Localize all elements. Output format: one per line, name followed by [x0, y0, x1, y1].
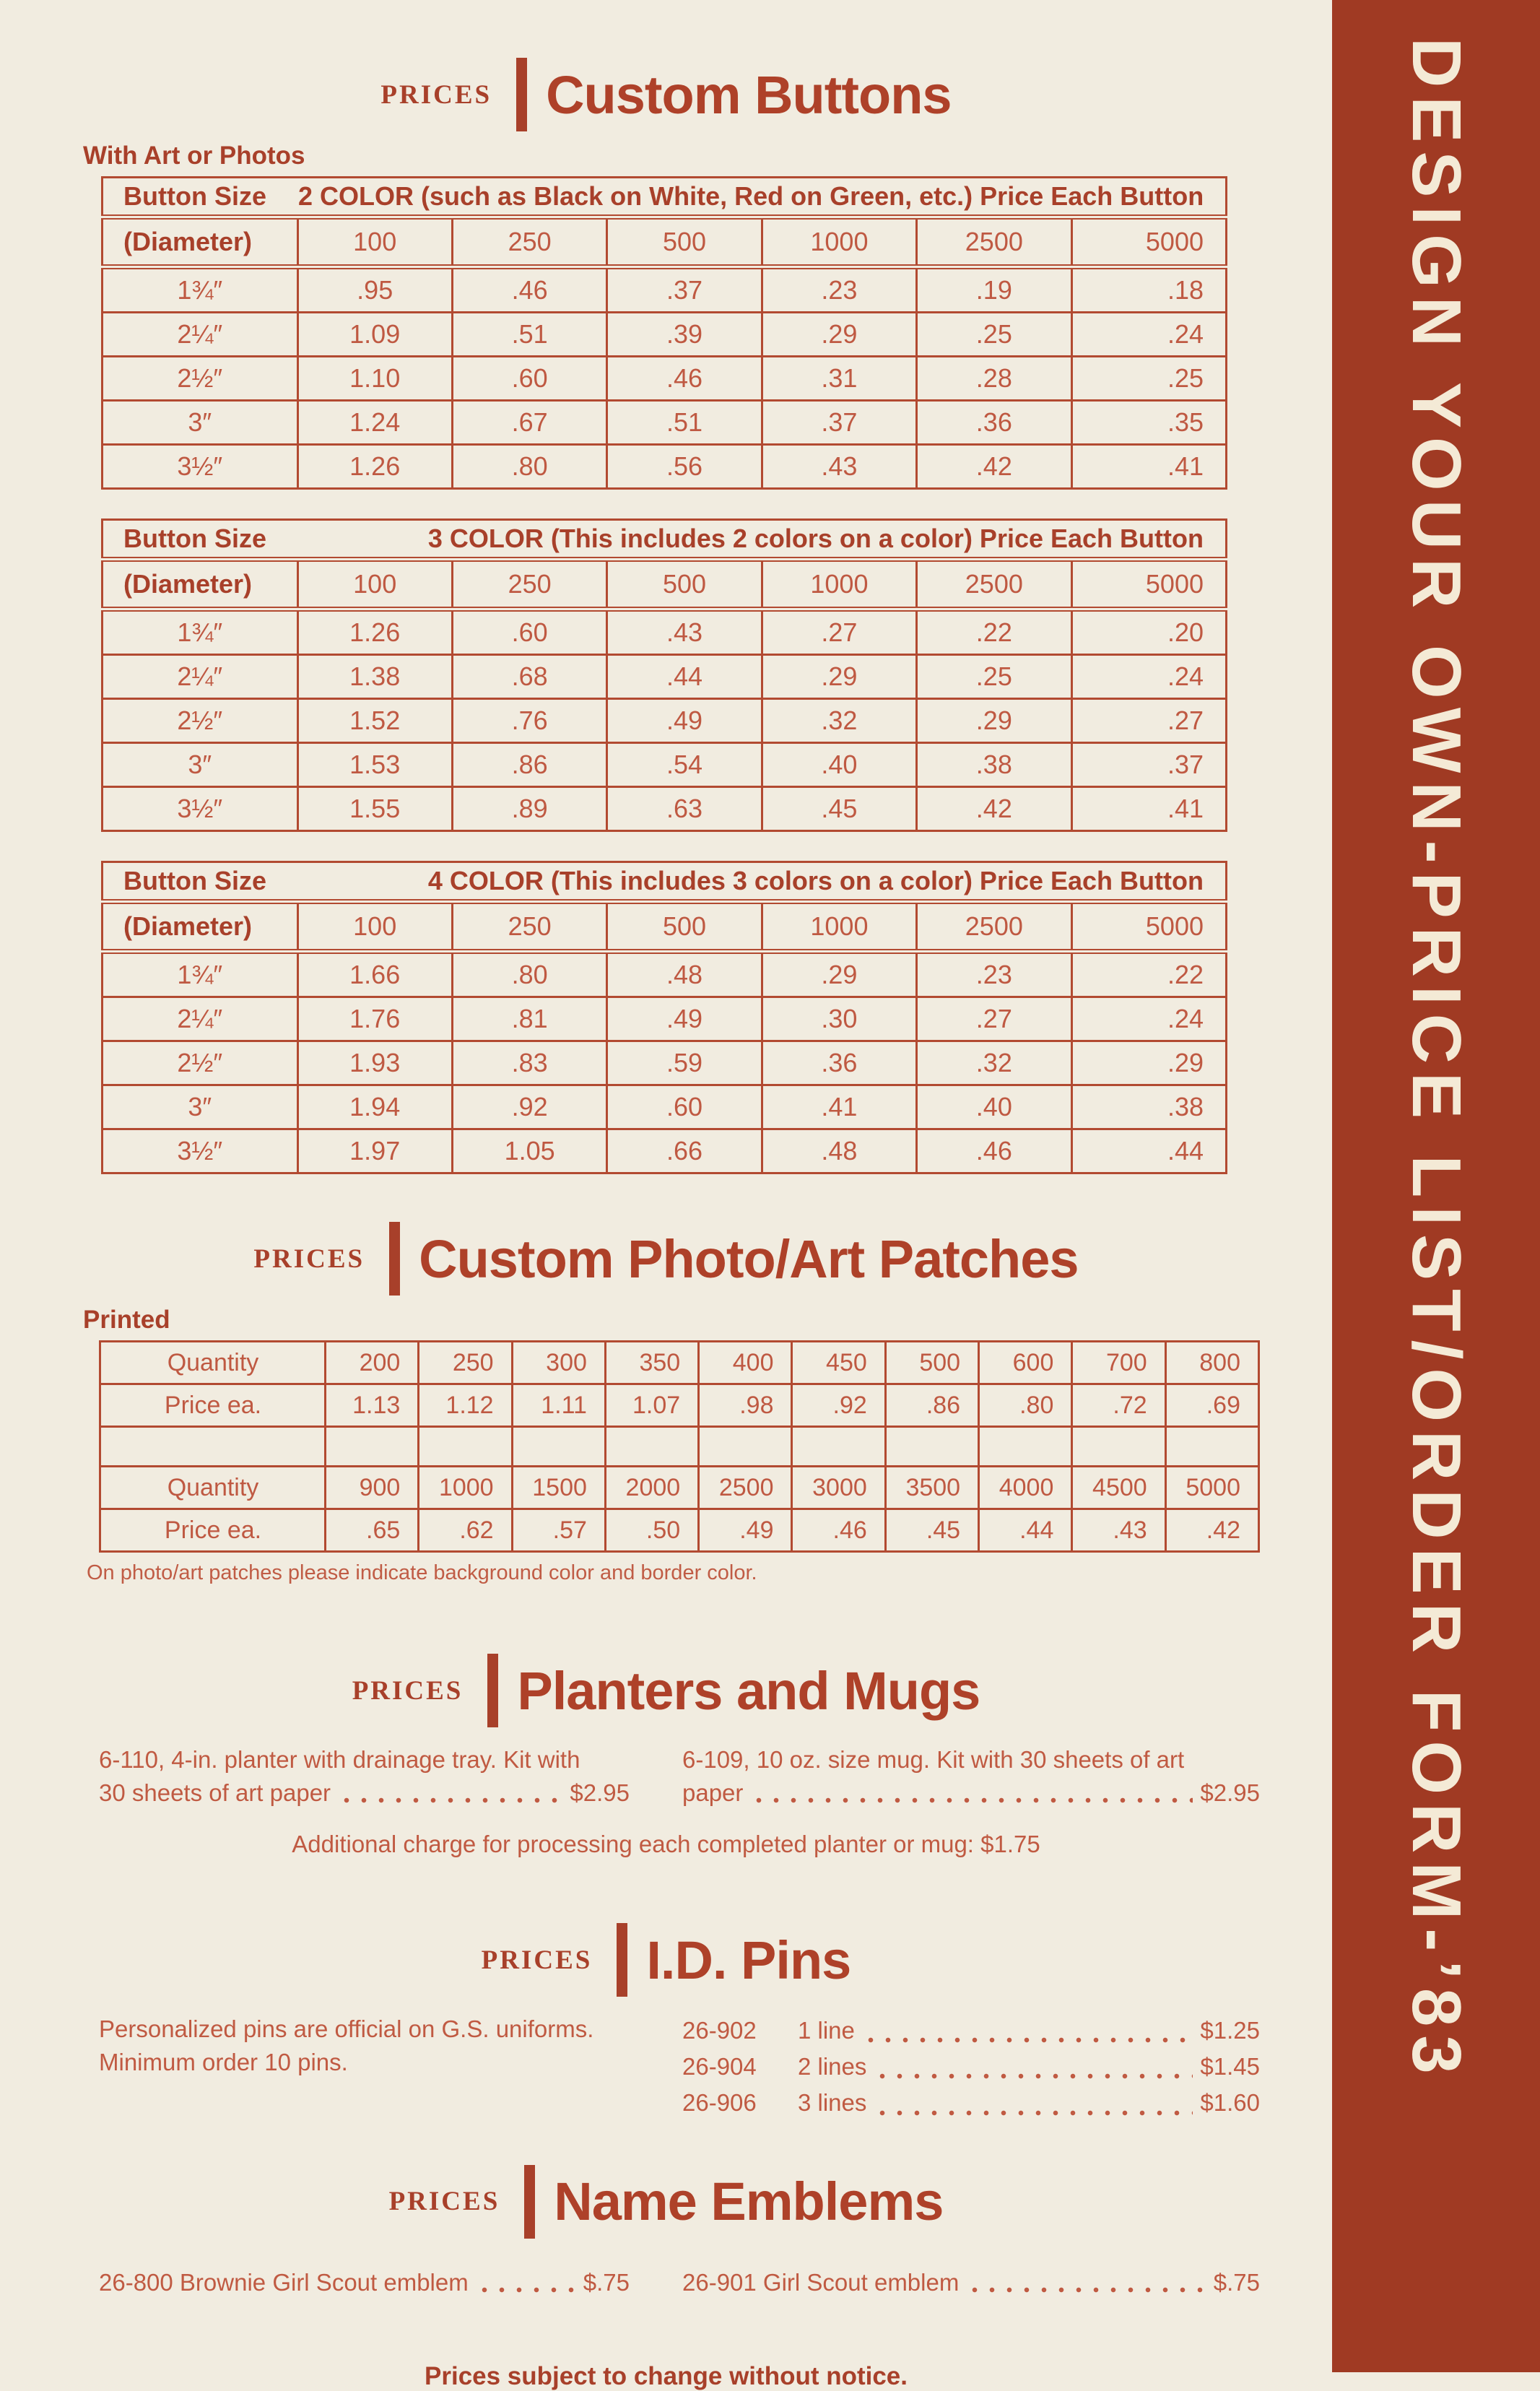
pin-item-code: 26-904 — [682, 2053, 757, 2080]
quantity-header-cell: 100 — [297, 217, 452, 267]
buttons-price-table-3color — [101, 518, 1227, 832]
price-cell: 1.26 — [297, 445, 452, 489]
price-cell: .29 — [917, 699, 1071, 743]
price-cell: 1.53 — [297, 743, 452, 787]
custom-buttons-section-title — [0, 58, 1332, 131]
pin-price-row — [682, 2085, 1260, 2121]
emblems-title: Name Emblems — [554, 2171, 944, 2232]
quantity-header-cell: 1000 — [762, 560, 916, 609]
size-cell: 1¾″ — [103, 267, 298, 313]
value-cell: 3000 — [792, 1467, 885, 1509]
planters-items — [99, 1743, 1260, 1809]
price-cell: .24 — [1071, 313, 1226, 357]
price-cell: .42 — [917, 787, 1071, 831]
table-row — [103, 1129, 1227, 1173]
mug-price: $2.95 — [1200, 1779, 1260, 1806]
mug-item-line1: 6-109, 10 oz. size mug. Kit with 30 sheets of art — [682, 1746, 1185, 1773]
value-cell: 4500 — [1072, 1467, 1165, 1509]
with-art-or-photos-label: With Art or Photos — [83, 142, 305, 170]
footer-notice: Prices subject to change without notice. — [425, 2362, 908, 2391]
value-cell: .43 — [1072, 1509, 1165, 1552]
price-cell: .86 — [452, 743, 606, 787]
table-header-row — [103, 520, 1227, 560]
title-bar-divider — [516, 58, 527, 131]
title-bar-divider — [487, 1654, 498, 1727]
planter-item — [99, 1743, 630, 1809]
price-cell: .25 — [917, 655, 1071, 699]
value-cell: 250 — [419, 1342, 512, 1384]
diameter-header: (Diameter) — [103, 560, 298, 609]
price-cell: .51 — [607, 401, 762, 445]
price-cell: .76 — [452, 699, 606, 743]
price-cell: 1.55 — [297, 787, 452, 831]
planter-price: $2.95 — [570, 1779, 630, 1806]
id-pins-body — [99, 2013, 1260, 2121]
value-cell: .57 — [512, 1509, 605, 1552]
diameter-header: (Diameter) — [103, 217, 298, 267]
value-cell: .72 — [1072, 1384, 1165, 1427]
emblem-item-price: $.75 — [583, 2268, 630, 2296]
button-size-header: Button Size — [103, 178, 298, 217]
value-cell: 2500 — [699, 1467, 792, 1509]
price-cell: .48 — [607, 952, 762, 997]
spacer-row — [100, 1427, 1259, 1467]
price-cell: .23 — [762, 267, 916, 313]
value-cell: 200 — [326, 1342, 419, 1384]
value-cell: .92 — [792, 1384, 885, 1427]
table-row — [100, 1509, 1259, 1552]
patches-footnote: On photo/art patches please indicate background color and border color. — [87, 1561, 757, 1584]
pin-item-code: 26-902 — [682, 2017, 757, 2044]
price-cell: .24 — [1071, 655, 1226, 699]
pin-price-row — [682, 2049, 1260, 2085]
dot-leader — [750, 1797, 1193, 1803]
value-cell: 800 — [1165, 1342, 1258, 1384]
size-cell: 3½″ — [177, 1136, 223, 1166]
price-cell: 1.26 — [297, 609, 452, 655]
price-cell: 1.38 — [297, 655, 452, 699]
price-cell: .35 — [1071, 401, 1226, 445]
value-cell: .65 — [326, 1509, 419, 1552]
emblem-item-text: 26-800 Brownie Girl Scout emblem — [99, 2268, 469, 2296]
patches-price-table — [99, 1340, 1260, 1553]
price-cell: .44 — [1071, 1129, 1226, 1173]
button-size-header: Button Size — [103, 520, 298, 560]
quantity-header-row — [103, 560, 1227, 609]
planters-processing-note: Additional charge for processing each completed planter or mug: $1.75 — [292, 1831, 1040, 1858]
value-cell: 350 — [605, 1342, 698, 1384]
price-cell: .29 — [1071, 1041, 1226, 1085]
value-cell: .98 — [699, 1384, 792, 1427]
emblem-item — [682, 2266, 1260, 2299]
id-pins-title: I.D. Pins — [646, 1930, 851, 1990]
price-cell: .45 — [762, 787, 916, 831]
value-cell: .45 — [885, 1509, 978, 1552]
table-row — [103, 787, 1227, 831]
table-row — [100, 1384, 1259, 1427]
price-cell: .24 — [1071, 997, 1226, 1041]
price-cell: .44 — [607, 655, 762, 699]
price-cell: .66 — [607, 1129, 762, 1173]
price-cell: .22 — [1071, 952, 1226, 997]
price-cell: .89 — [452, 787, 606, 831]
price-cell: .41 — [762, 1085, 916, 1129]
quantity-header-cell: 250 — [452, 902, 606, 952]
price-cell: .29 — [762, 313, 916, 357]
table-row — [103, 401, 1227, 445]
patches-section-title — [0, 1222, 1332, 1296]
printed-label: Printed — [83, 1306, 170, 1334]
value-cell: .69 — [1165, 1384, 1258, 1427]
dot-leader — [966, 2287, 1206, 2293]
price-cell: .39 — [607, 313, 762, 357]
quantity-header-cell: 100 — [297, 902, 452, 952]
price-cell: 1.66 — [297, 952, 452, 997]
value-cell: 1500 — [512, 1467, 605, 1509]
price-cell: .27 — [917, 997, 1071, 1041]
price-cell: .51 — [452, 313, 606, 357]
dot-leader — [874, 2073, 1193, 2079]
price-cell: .41 — [1071, 787, 1226, 831]
value-cell: 4000 — [979, 1467, 1072, 1509]
price-cell: 1.52 — [297, 699, 452, 743]
price-cell: .92 — [452, 1085, 606, 1129]
pin-item-price: $1.25 — [1200, 2017, 1260, 2044]
price-cell: .37 — [607, 267, 762, 313]
price-cell: .29 — [762, 952, 916, 997]
value-cell: 500 — [885, 1342, 978, 1384]
table-row — [103, 655, 1227, 699]
price-cell: .63 — [607, 787, 762, 831]
table-header-row — [103, 178, 1227, 217]
pin-item-price: $1.60 — [1200, 2089, 1260, 2117]
price-cell: 1.05 — [452, 1129, 606, 1173]
prices-eyebrow: PRICES — [253, 1244, 365, 1274]
price-cell: .49 — [607, 699, 762, 743]
price-cell: 1.93 — [297, 1041, 452, 1085]
table-row — [103, 609, 1227, 655]
dot-leader — [874, 2110, 1193, 2116]
price-cell: .25 — [917, 313, 1071, 357]
quantity-header-cell: 5000 — [1071, 902, 1226, 952]
pin-item-desc: 1 line — [798, 2017, 855, 2044]
price-cell: .41 — [1071, 445, 1226, 489]
title-bar-divider — [617, 1923, 627, 1997]
quantity-header-cell: 250 — [452, 217, 606, 267]
size-cell: 2½″ — [103, 1041, 298, 1085]
value-cell: 900 — [326, 1467, 419, 1509]
price-cell: 1.97 — [297, 1129, 452, 1173]
price-cell: .32 — [917, 1041, 1071, 1085]
prices-eyebrow: PRICES — [481, 1945, 593, 1975]
price-cell: .95 — [297, 267, 452, 313]
row-label-cell: Quantity — [100, 1467, 326, 1509]
price-cell: .27 — [1071, 699, 1226, 743]
id-pins-price-list — [682, 2013, 1260, 2121]
price-cell: .19 — [917, 267, 1071, 313]
price-cell: .80 — [452, 445, 606, 489]
size-cell: 2¼″ — [103, 313, 298, 357]
color-price-header: 4 COLOR (This includes 3 colors on a color) Price Each Button — [297, 862, 1227, 902]
value-cell: .49 — [699, 1509, 792, 1552]
price-cell: .49 — [607, 997, 762, 1041]
value-cell: .50 — [605, 1509, 698, 1552]
value-cell: .46 — [792, 1509, 885, 1552]
row-label-cell: Price ea. — [100, 1509, 326, 1552]
quantity-header-cell: 250 — [452, 560, 606, 609]
price-cell: .54 — [607, 743, 762, 787]
table-row — [103, 1041, 1227, 1085]
price-cell: .60 — [452, 609, 606, 655]
value-cell: .86 — [885, 1384, 978, 1427]
price-cell: .56 — [607, 445, 762, 489]
table-row — [103, 313, 1227, 357]
value-cell: .80 — [979, 1384, 1072, 1427]
emblems-section-title — [0, 2165, 1332, 2239]
size-cell: 2½″ — [103, 699, 298, 743]
pin-item-price: $1.45 — [1200, 2053, 1260, 2080]
price-cell: .59 — [607, 1041, 762, 1085]
value-cell: 1.07 — [605, 1384, 698, 1427]
value-cell: 400 — [699, 1342, 792, 1384]
value-cell: .44 — [979, 1509, 1072, 1552]
quantity-header-row — [103, 902, 1227, 952]
mug-item — [682, 1743, 1260, 1809]
value-cell: 1.12 — [419, 1384, 512, 1427]
price-cell: .23 — [917, 952, 1071, 997]
quantity-header-cell: 5000 — [1071, 217, 1226, 267]
table-row — [103, 267, 1227, 313]
price-cell: .37 — [1071, 743, 1226, 787]
quantity-header-row — [103, 217, 1227, 267]
prices-eyebrow: PRICES — [352, 1675, 464, 1706]
price-cell: 1.09 — [297, 313, 452, 357]
table-row — [103, 952, 1227, 997]
price-cell: .60 — [607, 1085, 762, 1129]
price-cell: .37 — [762, 401, 916, 445]
planter-item-line2: 30 sheets of art paper — [99, 1779, 331, 1806]
prices-eyebrow: PRICES — [380, 79, 492, 110]
mug-item-line2: paper — [682, 1779, 744, 1806]
price-cell: .80 — [452, 952, 606, 997]
id-pins-note-line2: Minimum order 10 pins. — [99, 2048, 348, 2075]
dot-leader — [862, 2037, 1193, 2043]
table-row — [103, 1085, 1227, 1129]
price-cell: .32 — [762, 699, 916, 743]
color-price-header: 3 COLOR (This includes 2 colors on a color) Price Each Button — [297, 520, 1227, 560]
size-cell: 1¾″ — [103, 952, 298, 997]
side-banner — [1332, 0, 1540, 2372]
row-label-cell: Quantity — [100, 1342, 326, 1384]
value-cell: 1000 — [419, 1467, 512, 1509]
price-cell: .28 — [917, 357, 1071, 401]
size-cell: 3½″ — [177, 451, 223, 481]
buttons-price-table-2color — [101, 176, 1227, 490]
title-bar-divider — [524, 2165, 535, 2239]
prices-eyebrow: PRICES — [388, 2187, 500, 2217]
price-cell: .40 — [917, 1085, 1071, 1129]
table-row — [103, 743, 1227, 787]
quantity-header-cell: 500 — [607, 217, 762, 267]
custom-buttons-title: Custom Buttons — [546, 64, 952, 125]
price-cell: .42 — [917, 445, 1071, 489]
side-banner-text: DESIGN YOUR OWN-PRICE LIST/ORDER FORM-’83 — [1398, 38, 1475, 2083]
price-cell: 1.94 — [297, 1085, 452, 1129]
quantity-header-cell: 100 — [297, 560, 452, 609]
dot-leader — [338, 1797, 562, 1803]
value-cell: 450 — [792, 1342, 885, 1384]
value-cell: 3500 — [885, 1467, 978, 1509]
price-cell: .46 — [452, 267, 606, 313]
price-cell: .18 — [1071, 267, 1226, 313]
price-cell: .43 — [762, 445, 916, 489]
size-cell: 1¾″ — [103, 609, 298, 655]
value-cell: 5000 — [1165, 1467, 1258, 1509]
price-cell: .46 — [607, 357, 762, 401]
price-cell: .22 — [917, 609, 1071, 655]
table-row — [103, 445, 1227, 489]
price-cell: 1.24 — [297, 401, 452, 445]
value-cell: .62 — [419, 1509, 512, 1552]
id-pins-note — [99, 2013, 630, 2121]
button-size-header: Button Size — [103, 862, 298, 902]
price-cell: .43 — [607, 609, 762, 655]
quantity-header-cell: 2500 — [917, 560, 1071, 609]
planters-section-title — [0, 1654, 1332, 1727]
quantity-header-cell: 2500 — [917, 902, 1071, 952]
price-cell: .20 — [1071, 609, 1226, 655]
size-cell: 3½″ — [177, 794, 223, 823]
value-cell: 2000 — [605, 1467, 698, 1509]
price-cell: 1.76 — [297, 997, 452, 1041]
price-cell: .30 — [762, 997, 916, 1041]
price-cell: .46 — [917, 1129, 1071, 1173]
size-cell: 2½″ — [103, 357, 298, 401]
size-cell: 3″ — [103, 743, 298, 787]
dot-leader — [476, 2287, 576, 2293]
title-bar-divider — [389, 1222, 400, 1296]
emblem-item — [99, 2266, 630, 2299]
pin-item-desc: 3 lines — [798, 2089, 867, 2117]
emblem-item-price: $.75 — [1213, 2268, 1260, 2296]
price-cell: .83 — [452, 1041, 606, 1085]
price-cell: .36 — [762, 1041, 916, 1085]
diameter-header: (Diameter) — [103, 902, 298, 952]
price-cell: .38 — [917, 743, 1071, 787]
value-cell: 700 — [1072, 1342, 1165, 1384]
table-row — [103, 699, 1227, 743]
patches-title: Custom Photo/Art Patches — [419, 1228, 1079, 1289]
value-cell: 300 — [512, 1342, 605, 1384]
emblem-item-text: 26-901 Girl Scout emblem — [682, 2268, 960, 2296]
quantity-header-cell: 2500 — [917, 217, 1071, 267]
color-price-header: 2 COLOR (such as Black on White, Red on Green, etc.) Price Each Button — [297, 178, 1227, 217]
table-row — [103, 997, 1227, 1041]
planters-title: Planters and Mugs — [517, 1660, 980, 1721]
pin-price-row — [682, 2013, 1260, 2049]
table-row — [100, 1467, 1259, 1509]
price-cell: .48 — [762, 1129, 916, 1173]
price-cell: .31 — [762, 357, 916, 401]
price-cell: .81 — [452, 997, 606, 1041]
row-label-cell: Price ea. — [100, 1384, 326, 1427]
value-cell: 1.13 — [326, 1384, 419, 1427]
price-cell: .29 — [762, 655, 916, 699]
emblems-items — [99, 2266, 1260, 2299]
price-cell: .27 — [762, 609, 916, 655]
price-cell: .25 — [1071, 357, 1226, 401]
price-cell: .68 — [452, 655, 606, 699]
quantity-header-cell: 500 — [607, 902, 762, 952]
size-cell: 2¼″ — [103, 655, 298, 699]
pin-item-code: 26-906 — [682, 2089, 757, 2117]
quantity-header-cell: 1000 — [762, 217, 916, 267]
quantity-header-cell: 1000 — [762, 902, 916, 952]
size-cell: 3″ — [103, 1085, 298, 1129]
id-pins-note-line1: Personalized pins are official on G.S. uniforms. — [99, 2015, 594, 2043]
id-pins-section-title — [0, 1923, 1332, 1997]
quantity-header-cell: 5000 — [1071, 560, 1226, 609]
table-row — [100, 1342, 1259, 1384]
size-cell: 2¼″ — [103, 997, 298, 1041]
price-cell: .38 — [1071, 1085, 1226, 1129]
size-cell: 3″ — [103, 401, 298, 445]
value-cell: 1.11 — [512, 1384, 605, 1427]
price-cell: .67 — [452, 401, 606, 445]
value-cell: 600 — [979, 1342, 1072, 1384]
price-cell: 1.10 — [297, 357, 452, 401]
price-cell: .40 — [762, 743, 916, 787]
value-cell: .42 — [1165, 1509, 1258, 1552]
buttons-price-table-4color — [101, 861, 1227, 1174]
pin-item-desc: 2 lines — [798, 2053, 867, 2080]
table-row — [103, 357, 1227, 401]
planter-item-line1: 6-110, 4-in. planter with drainage tray. Kit with — [99, 1746, 580, 1773]
table-header-row — [103, 862, 1227, 902]
quantity-header-cell: 500 — [607, 560, 762, 609]
price-cell: .36 — [917, 401, 1071, 445]
price-cell: .60 — [452, 357, 606, 401]
